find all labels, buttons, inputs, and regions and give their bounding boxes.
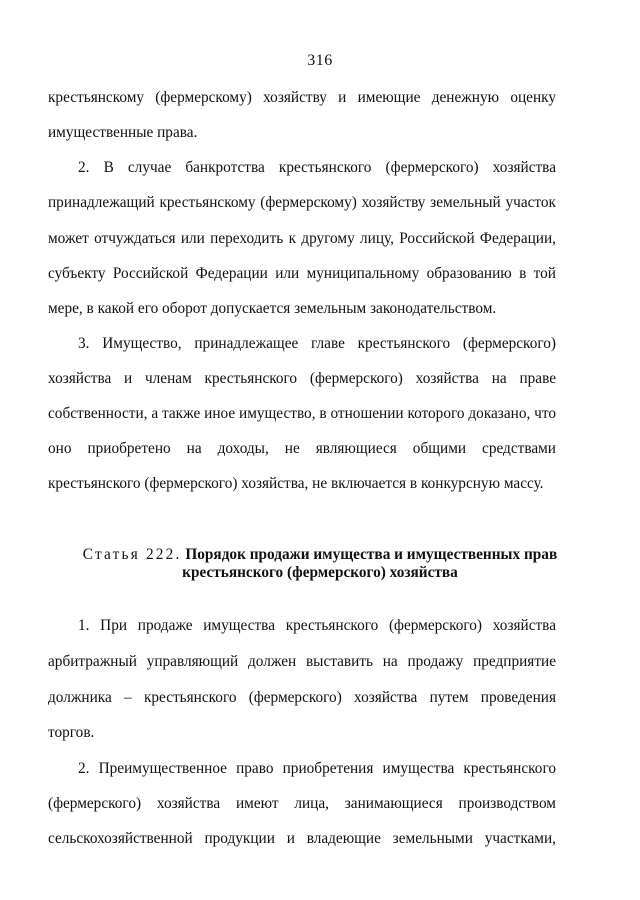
paragraph-line: арбитражный управляющий должен выставить на продажу предприятие [48, 653, 556, 670]
paragraph-line: должника – крестьянского (фермерского) хозяйства путем проведения [48, 689, 556, 706]
paragraph-line: хозяйства и членам крестьянского (фермерского) хозяйства на праве [48, 370, 556, 387]
article-label: Статья 222. [82, 546, 182, 563]
paragraph-line: собственности, а также иное имущество, в отношении которого доказано, что [48, 405, 556, 422]
paragraph-line: 1. При продаже имущества крестьянского (фермерского) хозяйства [78, 617, 556, 634]
page-number: 316 [307, 52, 333, 69]
paragraph-line: 2. Преимущественное право приобретения имущества крестьянского [78, 760, 556, 777]
paragraph-line: сельскохозяйственной продукции и владеющие земельными участками, [48, 830, 556, 847]
article-title-line2: крестьянского (фермерского) хозяйства [182, 564, 458, 581]
paragraph-line: крестьянскому (фермерскому) хозяйству и имеющие денежную оценку [48, 89, 556, 106]
article-title-line1: Порядок продажи имущества и имущественных прав [185, 546, 558, 563]
paragraph-line: 3. Имущество, принадлежащее главе крестьянского (фермерского) [78, 335, 556, 352]
paragraph-line: оно приобретено на доходы, не являющиеся общими средствами [48, 440, 556, 457]
paragraph-line: может отчуждаться или переходить к другому лицу, Российской Федерации, [48, 230, 556, 247]
paragraph-line: принадлежащий крестьянскому (фермерскому) хозяйству земельный участок [48, 194, 556, 211]
paragraph-line: субъекту Российской Федерации или муниципальному образованию в той [48, 265, 556, 282]
paragraph-line: (фермерского) хозяйства имеют лица, занимающиеся производством [48, 795, 556, 812]
paragraph-line: имущественные права. [48, 124, 198, 141]
paragraph-line: торгов. [48, 724, 95, 741]
paragraph-line: мере, в какой его оборот допускается земельным законодательством. [48, 300, 497, 317]
paragraph-line: 2. В случае банкротства крестьянского (фермерского) хозяйства [78, 159, 556, 176]
paragraph-line: крестьянского (фермерского) хозяйства, не включается в конкурсную массу. [48, 475, 544, 492]
article-heading [0, 545, 640, 565]
